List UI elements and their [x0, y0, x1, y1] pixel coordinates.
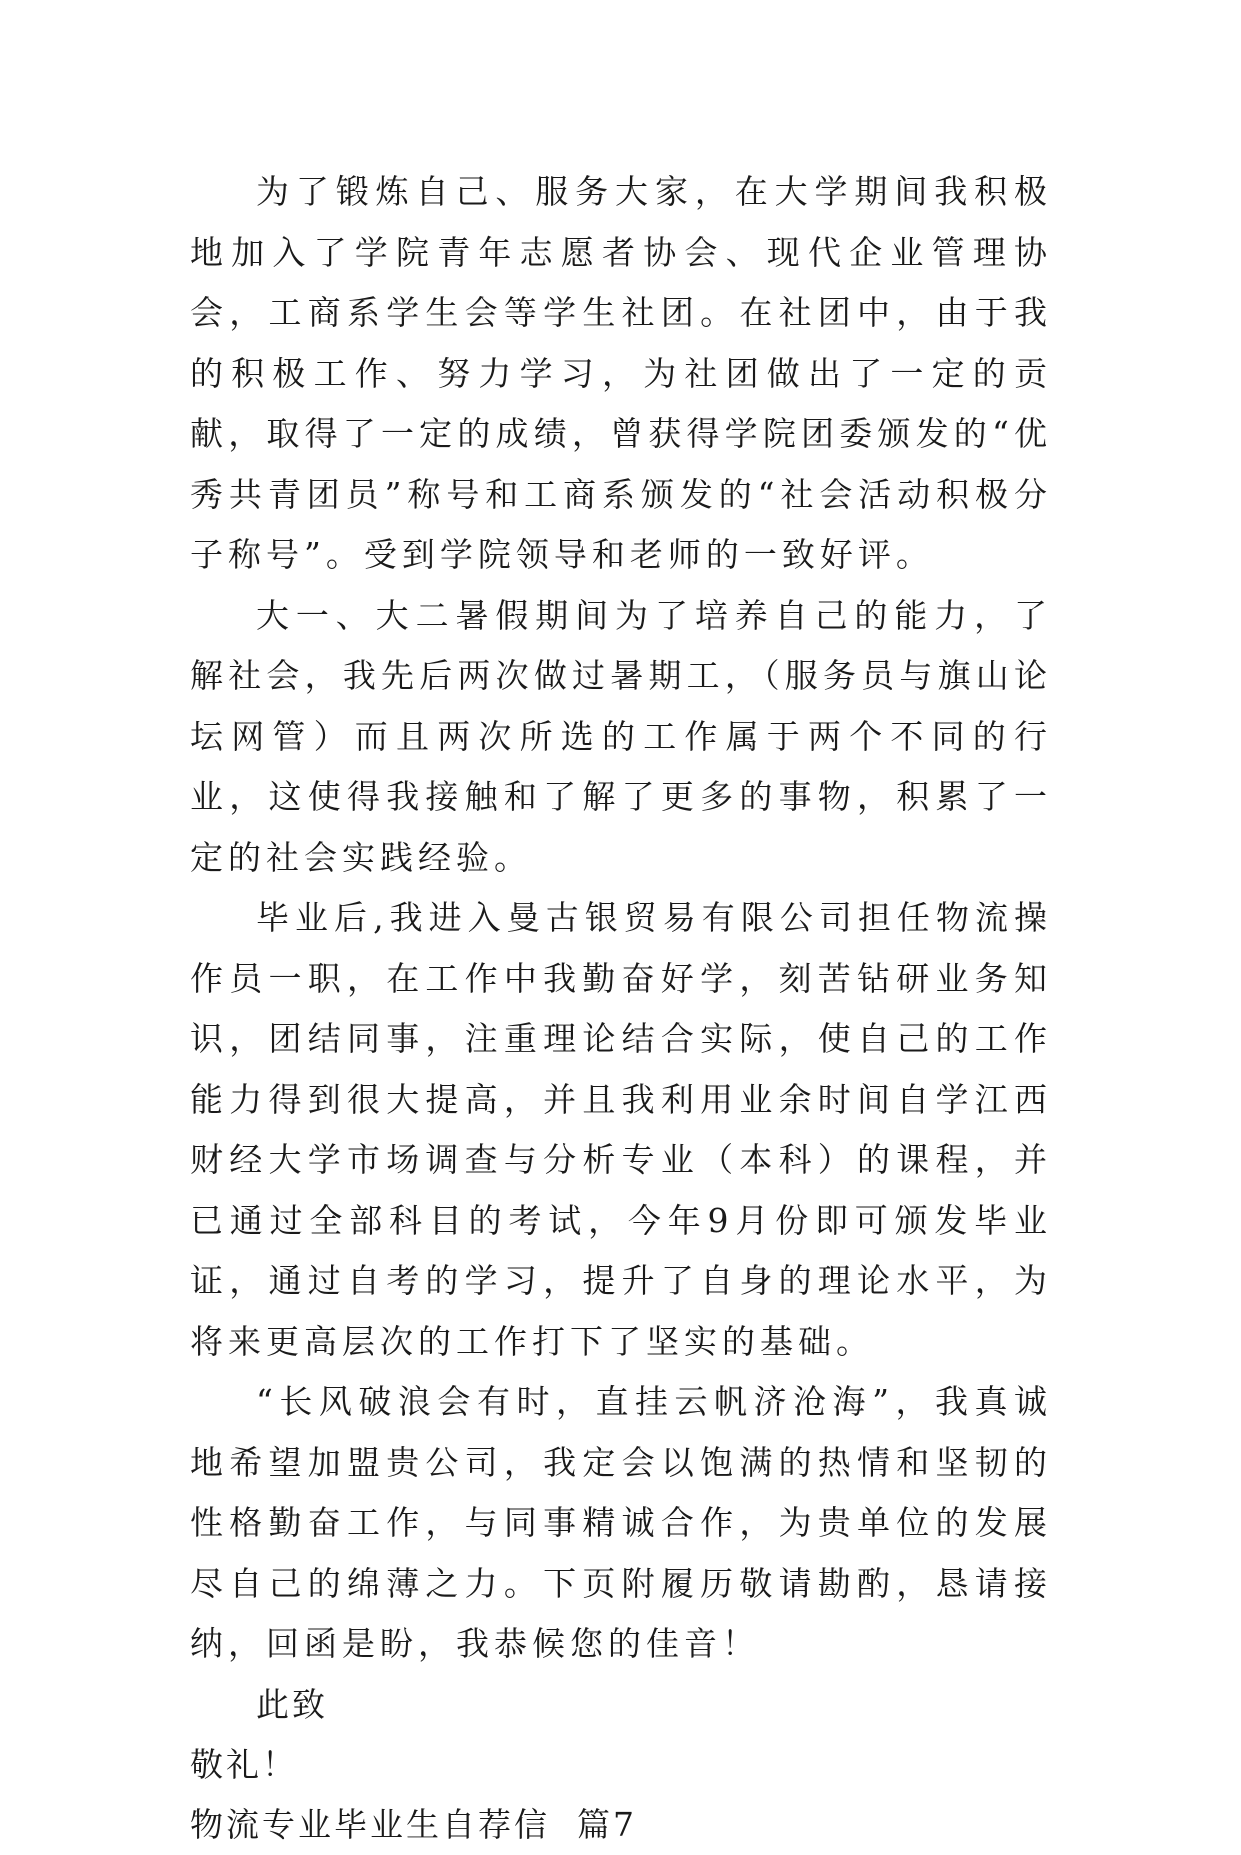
next-section-title: 物流专业毕业生自荐信 篇7 [190, 1804, 637, 1844]
closing-salutation: 此致 [256, 1684, 328, 1724]
document-page [190, 162, 1052, 1855]
paragraph-activities: 为了锻炼自己、服务大家，在大学期间我积极地加入了学院青年志愿者协会、现代企业管理协会，工商系学生会等学生社团。在社团中，由于我的积极工作、努力学习，为社团做出了一定的贡献，取得了一定的成绩，曾获得学院团委颁发的“优秀共青团员”称号和工商系颁发的“社会活动积极分子称号”。受到学院领导和老师的一致好评。 [190, 172, 1052, 574]
closing-regards: 敬礼！ [190, 1744, 298, 1784]
paragraph-summer-work: 大一、大二暑假期间为了培养自己的能力，了解社会，我先后两次做过暑期工，（服务员与旗山论坛网管）而且两次所选的工作属于两个不同的行业，这使得我接触和了解了更多的事物，积累了一定的社会实践经验。 [190, 595, 1052, 877]
paragraph-conclusion: “长风破浪会有时，直挂云帆济沧海”，我真诚地希望加盟贵公司，我定会以饱满的热情和坚韧的性格勤奋工作，与同事精诚合作，为贵单位的发展尽自己的绵薄之力。下页附履历敬请勘酌，恳请接纳，回函是盼，我恭候您的佳音！ [190, 1382, 1052, 1663]
paragraph-employment: 毕业后,我进入曼古银贸易有限公司担任物流操作员一职，在工作中我勤奋好学，刻苦钻研业务知识，团结同事，注重理论结合实际，使自己的工作能力得到很大提高，并且我利用业余时间自学江西财经大学市场调查与分析专业（本科）的课程，并已通过全部科目的考试，今年9月份即可颁发毕业证，通过自考的学习，提升了自身的理论水平，为将来更高层次的工作打下了坚实的基础。 [190, 898, 1052, 1361]
